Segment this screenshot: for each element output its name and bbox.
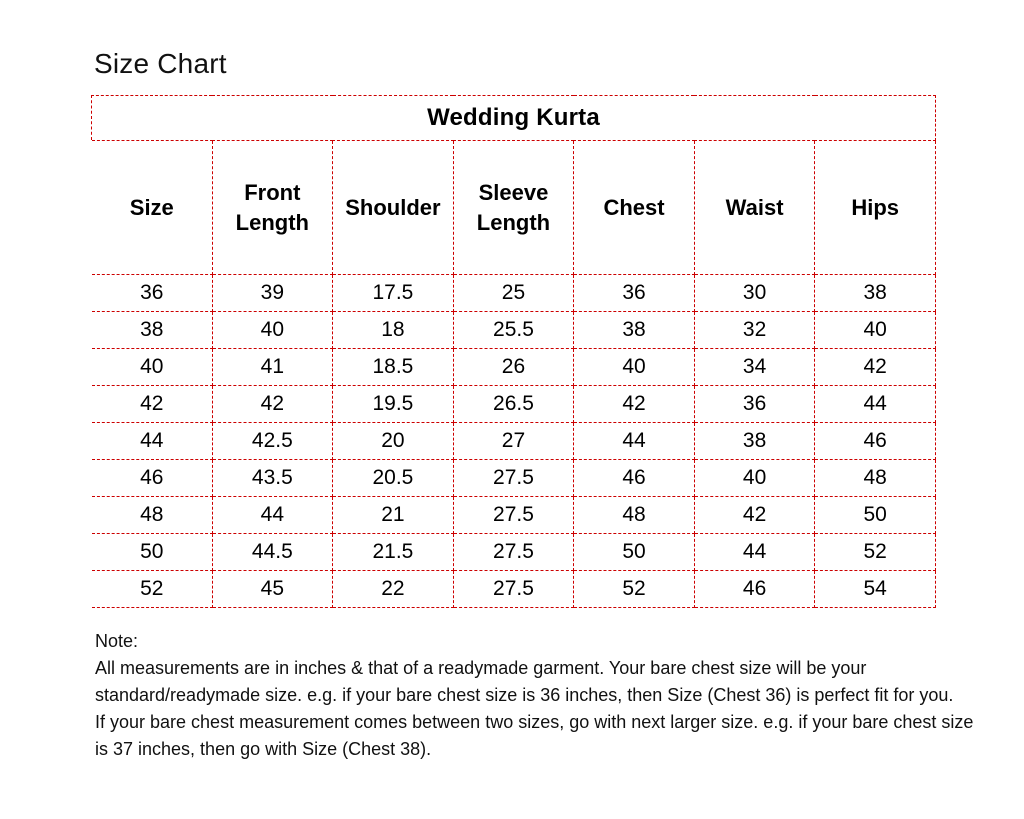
cell-sleeve-length: 26.5 <box>453 386 574 423</box>
cell-waist: 32 <box>694 312 815 349</box>
cell-front-length: 44 <box>212 497 333 534</box>
table-row <box>92 571 936 608</box>
notes-label: Note: <box>95 631 139 651</box>
cell-waist: 46 <box>694 571 815 608</box>
cell-size: 36 <box>92 275 213 312</box>
table-row <box>92 312 936 349</box>
cell-shoulder: 21 <box>333 497 454 534</box>
cell-chest: 40 <box>574 349 695 386</box>
cell-waist: 38 <box>694 423 815 460</box>
cell-size: 46 <box>92 460 213 497</box>
cell-size: 38 <box>92 312 213 349</box>
cell-sleeve-length: 27.5 <box>453 460 574 497</box>
notes-section <box>95 628 975 763</box>
cell-waist: 30 <box>694 275 815 312</box>
cell-hips: 50 <box>815 497 936 534</box>
column-header-hips: Hips <box>815 141 936 275</box>
column-header-front-length: Front Length <box>212 141 333 275</box>
cell-sleeve-length: 27.5 <box>453 534 574 571</box>
cell-waist: 44 <box>694 534 815 571</box>
table-row <box>92 460 936 497</box>
cell-sleeve-length: 25.5 <box>453 312 574 349</box>
cell-waist: 34 <box>694 349 815 386</box>
cell-chest: 50 <box>574 534 695 571</box>
cell-hips: 52 <box>815 534 936 571</box>
cell-hips: 48 <box>815 460 936 497</box>
column-header-sleeve-length: Sleeve Length <box>453 141 574 275</box>
cell-front-length: 43.5 <box>212 460 333 497</box>
cell-chest: 52 <box>574 571 695 608</box>
cell-chest: 44 <box>574 423 695 460</box>
table-caption-row <box>92 96 936 141</box>
cell-shoulder: 17.5 <box>333 275 454 312</box>
cell-front-length: 42 <box>212 386 333 423</box>
table-row <box>92 349 936 386</box>
cell-front-length: 39 <box>212 275 333 312</box>
column-header-chest: Chest <box>574 141 695 275</box>
cell-shoulder: 20.5 <box>333 460 454 497</box>
cell-sleeve-length: 25 <box>453 275 574 312</box>
cell-shoulder: 20 <box>333 423 454 460</box>
table-caption: Wedding Kurta <box>92 96 936 141</box>
cell-shoulder: 18.5 <box>333 349 454 386</box>
column-header-shoulder: Shoulder <box>333 141 454 275</box>
cell-front-length: 40 <box>212 312 333 349</box>
cell-chest: 48 <box>574 497 695 534</box>
cell-sleeve-length: 27.5 <box>453 497 574 534</box>
cell-chest: 42 <box>574 386 695 423</box>
cell-waist: 40 <box>694 460 815 497</box>
table-row <box>92 423 936 460</box>
cell-size: 42 <box>92 386 213 423</box>
cell-sleeve-length: 27 <box>453 423 574 460</box>
cell-shoulder: 19.5 <box>333 386 454 423</box>
cell-front-length: 44.5 <box>212 534 333 571</box>
page-title: Size Chart <box>94 48 227 79</box>
cell-shoulder: 22 <box>333 571 454 608</box>
cell-hips: 44 <box>815 386 936 423</box>
cell-shoulder: 18 <box>333 312 454 349</box>
column-header-size: Size <box>92 141 213 275</box>
cell-hips: 46 <box>815 423 936 460</box>
cell-size: 40 <box>92 349 213 386</box>
cell-front-length: 45 <box>212 571 333 608</box>
notes-paragraph-1: All measurements are in inches & that of a readymade garment. Your bare chest size will be your standard/readymade size. e.g. if your bare chest size is 36 inches, then Size (Chest 36) is perfect fit for you. <box>95 658 954 705</box>
cell-front-length: 42.5 <box>212 423 333 460</box>
size-chart-table <box>91 95 936 608</box>
cell-shoulder: 21.5 <box>333 534 454 571</box>
table-row <box>92 534 936 571</box>
cell-waist: 42 <box>694 497 815 534</box>
cell-chest: 38 <box>574 312 695 349</box>
cell-hips: 38 <box>815 275 936 312</box>
cell-size: 50 <box>92 534 213 571</box>
notes-paragraph-2: If your bare chest measurement comes between two sizes, go with next larger size. e.g. if your bare chest size is 37 inches, then go with Size (Chest 38). <box>95 712 974 759</box>
cell-chest: 36 <box>574 275 695 312</box>
size-chart-table-wrapper <box>91 95 936 608</box>
cell-waist: 36 <box>694 386 815 423</box>
cell-hips: 40 <box>815 312 936 349</box>
table-row <box>92 386 936 423</box>
cell-chest: 46 <box>574 460 695 497</box>
cell-front-length: 41 <box>212 349 333 386</box>
column-header-waist: Waist <box>694 141 815 275</box>
cell-sleeve-length: 26 <box>453 349 574 386</box>
cell-size: 48 <box>92 497 213 534</box>
cell-sleeve-length: 27.5 <box>453 571 574 608</box>
table-header-row <box>92 141 936 275</box>
table-row <box>92 275 936 312</box>
cell-hips: 42 <box>815 349 936 386</box>
table-row <box>92 497 936 534</box>
cell-size: 52 <box>92 571 213 608</box>
cell-hips: 54 <box>815 571 936 608</box>
cell-size: 44 <box>92 423 213 460</box>
